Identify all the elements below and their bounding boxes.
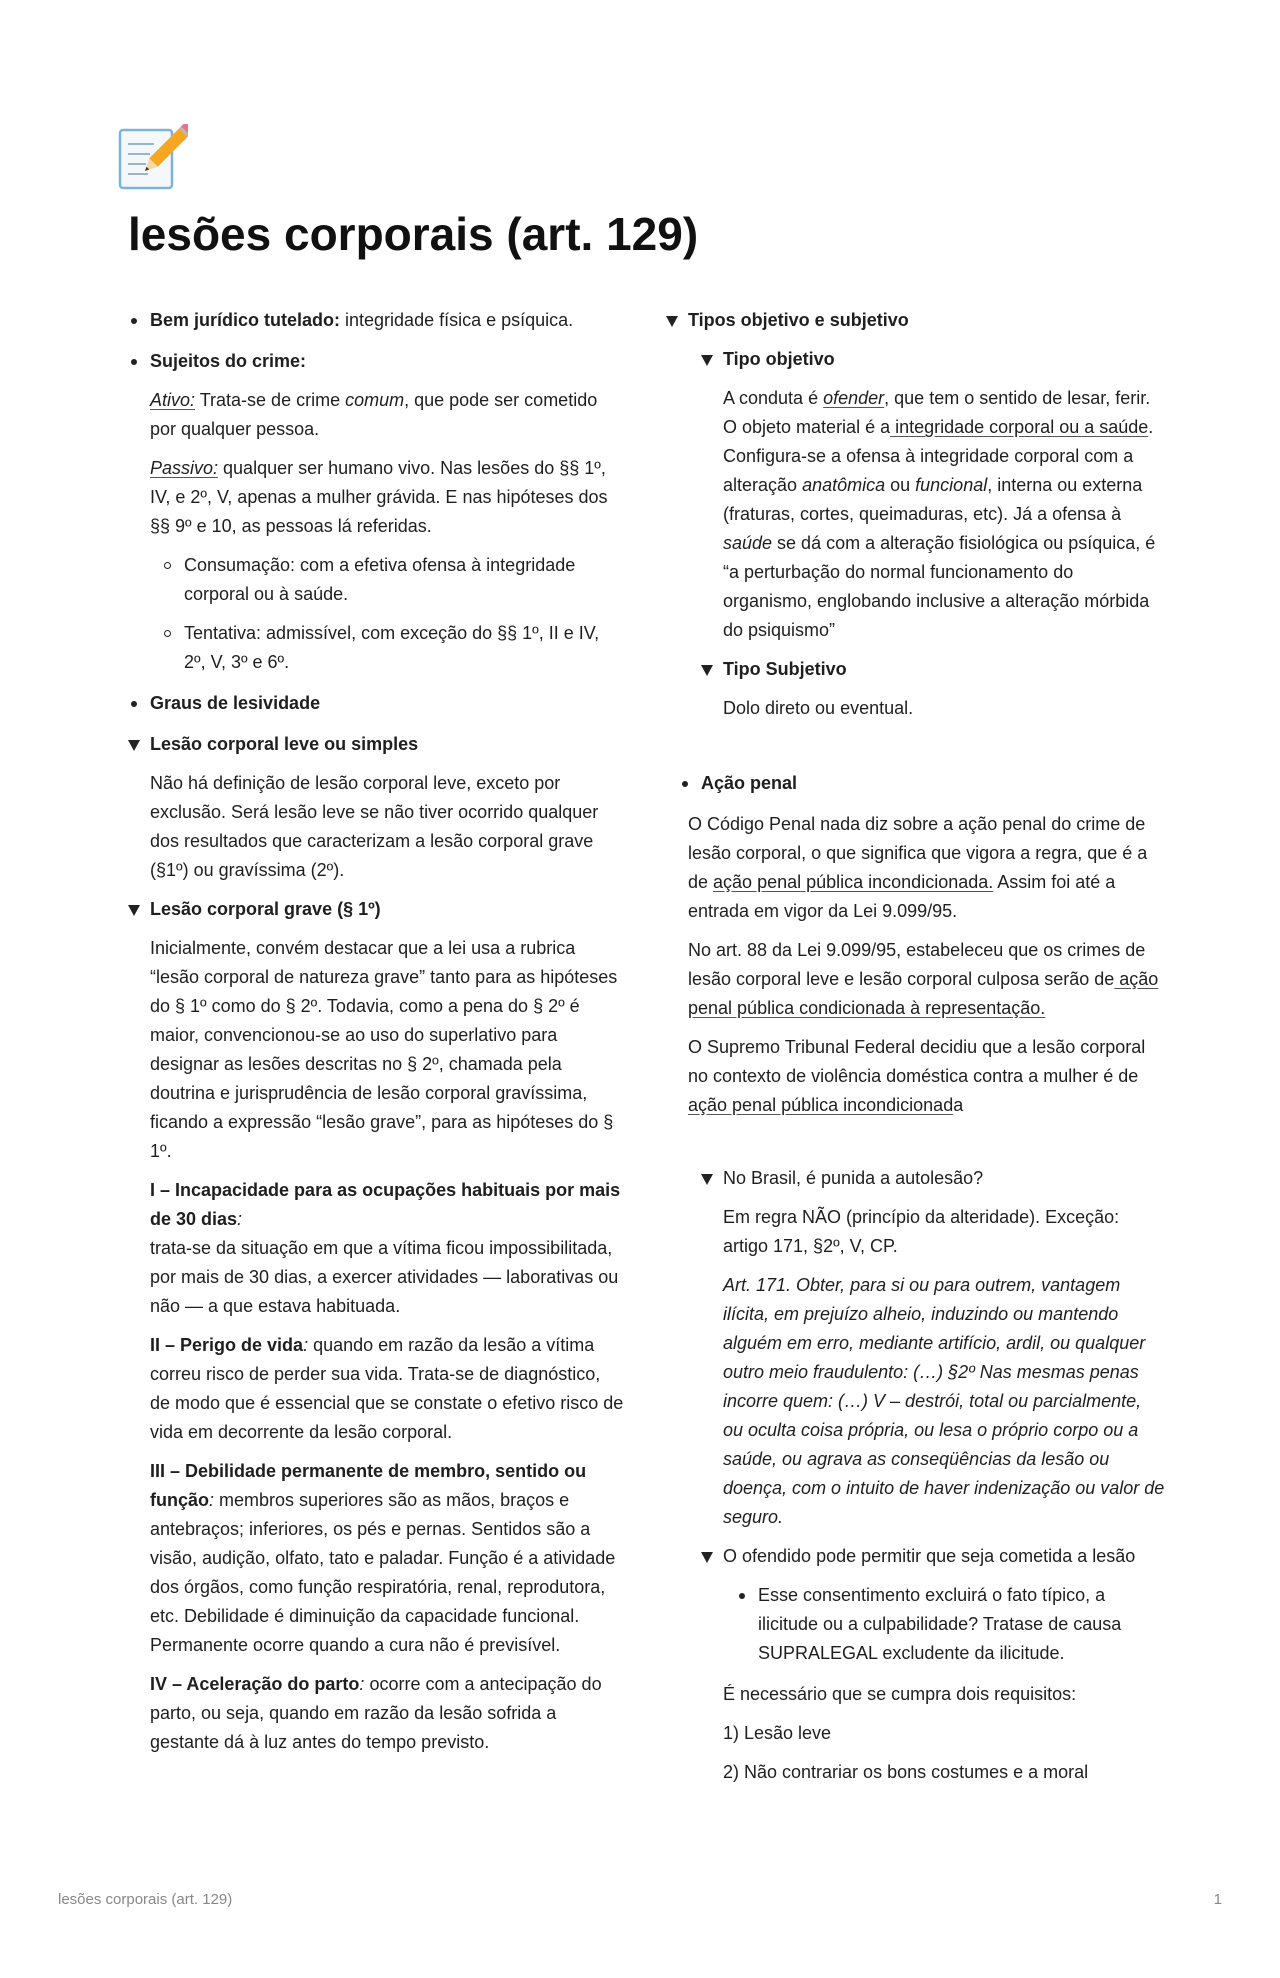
obj-text: , interna ou externa (fraturas, cortes, queimaduras, etc). Já a ofensa à xyxy=(723,475,1143,524)
left-column xyxy=(128,306,624,1767)
list-item-graus: Graus de lesividade xyxy=(128,689,624,718)
passivo-label: Passivo: xyxy=(150,458,219,478)
ativo-emphasis: comum xyxy=(345,390,405,410)
footer-title: lesões corporais (art. 129) xyxy=(58,1891,233,1908)
requisito-1: 1) Lesão leve xyxy=(723,1723,832,1743)
inciso-i-label: I – Incapacidade para as ocupações habituais por mais de 30 dias xyxy=(150,1180,621,1229)
lesao-leve-title: Lesão corporal leve ou simples xyxy=(150,734,419,754)
lesao-leve-text: Não há definição de lesão corporal leve, exceto por exclusão. Será lesão leve se não tiver ocorrido qualquer dos resultados que caracterizam a lesão corporal grave (§1º) ou gravíssima (2º). xyxy=(150,773,599,880)
list-item-sujeitos xyxy=(128,347,624,677)
ofendido-title: O ofendido pode permitir que seja cometida a lesão xyxy=(723,1546,1136,1566)
toggle-triangle-icon[interactable] xyxy=(128,740,140,751)
requisitos-intro: É necessário que se cumpra dois requisitos: xyxy=(723,1684,1077,1704)
autolesao-text: Em regra NÃO (princípio da alteridade). Exceção: artigo 171, §2º, V, CP. xyxy=(723,1207,1120,1256)
inciso-iii xyxy=(150,1457,624,1660)
inciso-ii xyxy=(150,1331,624,1447)
tipo-objetivo-title: Tipo objetivo xyxy=(723,349,835,369)
inciso-iii-text: membros superiores são as mãos, braços e antebraços; inferiores, os pés e pernas. Sentidos são a visão, audição, olfato, tato e paladar. Função é a atividade dos órgãos, como função respiratória, renal, reprodutora, etc. Debilidade é diminuição da capacidade funcional. Permanente ocorre quando a cura não é previsível. xyxy=(150,1490,616,1655)
page-number: 1 xyxy=(1213,1891,1222,1908)
obj-text: ou xyxy=(885,475,916,495)
inciso-iii-label: III – Debilidade permanente de membro, sentido ou função xyxy=(150,1461,587,1510)
page-title: lesões corporais (art. 129) xyxy=(128,208,699,260)
acao-text: No art. 88 da Lei 9.099/95, estabeleceu que os crimes de lesão corporal leve e lesão corporal culposa serão de xyxy=(688,940,1146,989)
tipos-title: Tipos objetivo e subjetivo xyxy=(688,310,909,330)
acao-link: ação penal pública incondicionad xyxy=(688,1095,954,1115)
colon: : xyxy=(237,1209,243,1229)
acao-text: O Supremo Tribunal Federal decidiu que a lesão corporal no contexto de violência doméstica contra a mulher é de xyxy=(688,1037,1146,1086)
acao-text: a xyxy=(953,1095,964,1115)
tipo-subjetivo-title: Tipo Subjetivo xyxy=(723,659,847,679)
toggle-triangle-icon[interactable] xyxy=(666,316,678,327)
acao-text: Assim foi até a entrada em vigor da Lei 9.099/95. xyxy=(688,872,1116,921)
inciso-iv xyxy=(150,1670,624,1757)
acao-list xyxy=(666,769,1166,798)
list-item-bem-juridico xyxy=(128,306,624,335)
ativo-label: Ativo: xyxy=(150,390,196,410)
bullet-list xyxy=(128,306,624,718)
inciso-iv-label: IV – Aceleração do parto xyxy=(150,1674,360,1694)
autolesao-title: No Brasil, é punida a autolesão? xyxy=(723,1168,984,1188)
toggle-tipos[interactable] xyxy=(666,306,1166,723)
inciso-iv-text: ocorre com a antecipação do parto, ou seja, quando em razão da lesão sofrida a gestante dá à luz antes do tempo previsto. xyxy=(150,1674,602,1752)
ofendido-content xyxy=(701,1581,1166,1787)
toggle-ofendido[interactable] xyxy=(701,1542,1166,1787)
list-item-consumacao: Consumação: com a efetiva ofensa à integridade corporal ou à saúde. xyxy=(150,551,624,609)
list-item-consentimento: Esse consentimento excluirá o fato típico, a ilicitude ou a culpabilidade? Tratase de causa SUPRALEGAL excludente da ilicitude. xyxy=(736,1581,1166,1668)
art171-quote: Art. 171. Obter, para si ou para outrem, vantagem ilícita, em prejuízo alheio, induzindo ou mantendo alguém em erro, mediante artifício, ardil, ou qualquer outro meio fraudulento: (…) §2º Nas mesmas penas incorre quem: (…) V – destrói, total ou parcialmente, ou oculta coisa própria, ou lesa o próprio corpo ou a saúde, ou agrava as conseqüências da lesão ou doença, com o intuito de haver indenização ou valor de seguro. xyxy=(723,1275,1165,1527)
colon: : xyxy=(359,1674,365,1694)
obj-integridade: integridade corporal ou a saúde xyxy=(890,417,1149,437)
memo-pencil-icon xyxy=(118,124,188,194)
sujeitos-label: Sujeitos do crime: xyxy=(150,351,307,371)
toggle-triangle-icon[interactable] xyxy=(701,1552,713,1563)
toggle-triangle-icon[interactable] xyxy=(701,665,713,676)
acao-paragraph-3 xyxy=(688,1033,1166,1120)
ativo-paragraph xyxy=(150,386,624,444)
lesao-grave-text: Inicialmente, convém destacar que a lei usa a rubrica “lesão corporal de natureza grave” tanto para as hipóteses do § 1º como do § 2º. Todavia, como a pena do § 2º é maior, convencionou-se ao uso do superlativo para designar as lesões descritas no § 2º, chamada pela doutrina e jurisprudência de lesão corporal gravíssima, ficando a expressão “lesão grave”, para as hipóteses do § 1º. xyxy=(150,938,618,1161)
toggle-lesao-grave[interactable] xyxy=(128,895,624,1757)
obj-text: A conduta é xyxy=(723,388,824,408)
toggle-lesao-leve[interactable] xyxy=(128,730,624,885)
acao-paragraph-1 xyxy=(688,810,1166,926)
acao-text: O Código Penal nada diz sobre a ação penal do crime de lesão corporal, o que significa que vigora a regra, que é a de xyxy=(688,814,1148,892)
toggle-triangle-icon[interactable] xyxy=(701,1174,713,1185)
passivo-paragraph xyxy=(150,454,624,541)
list-item-acao-penal: Ação penal xyxy=(679,769,1166,798)
obj-text: , que tem o sentido de lesar, ferir. O objeto material é a xyxy=(723,388,1151,437)
acao-link: ação penal pública condicionada à representação. xyxy=(688,969,1159,1018)
ativo-text-end: , que pode ser cometido por qualquer pessoa. xyxy=(150,390,598,439)
toggle-autolesao[interactable] xyxy=(701,1164,1166,1532)
requisito-2: 2) Não contrariar os bons costumes e a moral xyxy=(723,1762,1089,1782)
ativo-text: Trata-se de crime xyxy=(195,390,346,410)
acao-link: ação penal pública incondicionada. xyxy=(713,872,994,892)
lesao-grave-title: Lesão corporal grave (§ 1º) xyxy=(150,899,381,919)
toggle-triangle-icon[interactable] xyxy=(701,355,713,366)
inciso-ii-label: II – Perigo de vida xyxy=(150,1335,304,1355)
toggle-triangle-icon[interactable] xyxy=(128,905,140,916)
consent-list xyxy=(723,1581,1166,1668)
colon: : xyxy=(303,1335,309,1355)
obj-ofender: ofender xyxy=(823,388,885,408)
obj-funcional: funcional xyxy=(915,475,988,495)
toggle-tipo-objetivo[interactable] xyxy=(701,345,1166,645)
inciso-ii-text: quando em razão da lesão a vítima correu risco de perder sua vida. Trata-se de diagnóstico, de modo que é essencial que se constate o efetivo risco de vida em decorrente da lesão corporal. xyxy=(150,1335,624,1442)
obj-text: . Configura-se a ofensa à integridade corporal com a alteração xyxy=(723,417,1154,495)
bem-juridico-label: Bem jurídico tutelado: xyxy=(150,310,341,330)
colon: : xyxy=(209,1490,215,1510)
bem-juridico-text: integridade física e psíquica. xyxy=(340,310,574,330)
passivo-text: qualquer ser humano vivo. Nas lesões do §§ 1º, IV, e 2º, V, apenas a mulher grávida. E nas hipóteses dos §§ 9º e 10, as pessoas lá referidas. xyxy=(150,458,608,536)
acao-paragraph-2 xyxy=(688,936,1166,1023)
right-column xyxy=(666,306,1166,1797)
tipo-objetivo-text xyxy=(723,384,1166,645)
sub-list xyxy=(150,551,624,677)
obj-anatomica: anatômica xyxy=(802,475,886,495)
list-item-tentativa: Tentativa: admissível, com exceção do §§ 1º, II e IV, 2º, V, 3º e 6º. xyxy=(150,619,624,677)
tipo-subjetivo-text: Dolo direto ou eventual. xyxy=(723,698,914,718)
obj-text: se dá com a alteração fisiológica ou psíquica, é “a perturbação do normal funcionamento do organismo, englobando inclusive a alteração mórbida do psiquismo” xyxy=(723,533,1156,640)
obj-saude: saúde xyxy=(723,533,773,553)
inciso-i-text: trata-se da situação em que a vítima ficou impossibilitada, por mais de 30 dias, a exercer atividades — laborativas ou não — a que estava habituada. xyxy=(150,1238,619,1316)
toggle-tipo-subjetivo[interactable] xyxy=(701,655,1166,723)
inciso-i xyxy=(150,1176,624,1321)
